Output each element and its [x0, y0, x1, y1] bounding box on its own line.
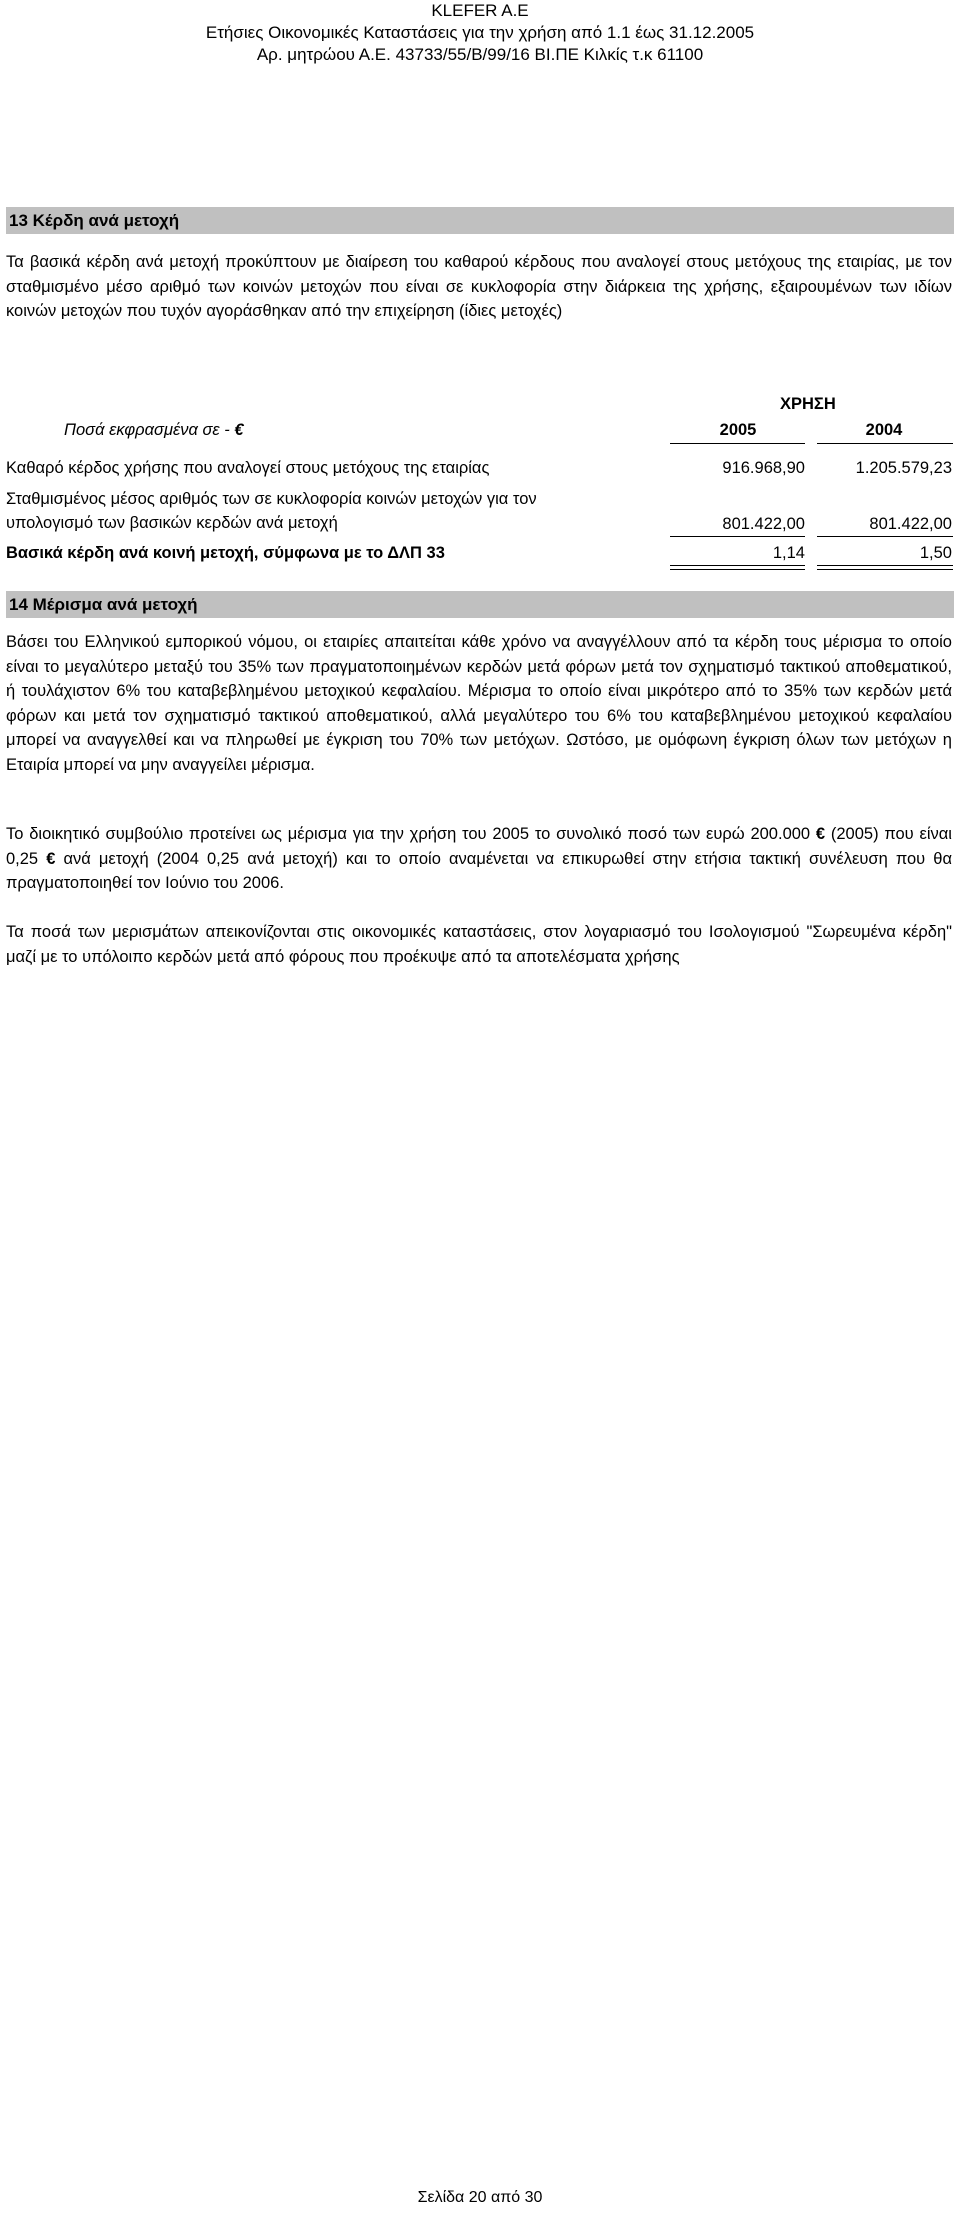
euro-symbol: € [815, 825, 826, 843]
dividend-per-share-text: (2005) που είναι 0,25 [6, 825, 952, 868]
dividend-presentation-paragraph: Τα ποσά των μερισμάτων απεικονίζονται στις οικονομικές καταστάσεις, στον λογαριασμό του Ισολογισμού "Σωρευμένα κέρδη" μαζί με το υπόλοιπο κερδών μετά από φόρους που προέκυψε από τα αποτελέσματα χρήσης [6, 923, 952, 966]
eps-double-rule-b-2004 [817, 569, 953, 570]
document-header [0, 0, 960, 66]
section-13-intro: Τα βασικά κέρδη ανά μετοχή προκύπτουν με διαίρεση του καθαρού κέρδους που αναλογεί στους μετόχους της εταιρίας, με τον σταθμισμένο μέσο αριθμό των κοινών μετοχών που είναι σε κυκλοφορία στην διάρκεια της χρήσης, εξαιρουμένων των ιδίων κοινών μετοχών που τυχόν αγοράσθηκαν από την επιχείρηση (ίδιες μετοχές) [6, 253, 952, 320]
eps-double-rule-a-2004 [817, 565, 953, 566]
shares-rule-2005 [670, 536, 805, 537]
header-rule-2004 [817, 443, 953, 444]
header-rule-2005 [670, 443, 805, 444]
row-net-profit-2005: 916.968,90 [722, 459, 805, 477]
euro-symbol: € [46, 849, 56, 868]
dividend-proposal-text: Το διοικητικό συμβούλιο προτείνει ως μέρισμα για την χρήση του 2005 το συνολικό ποσό των ευρώ 200.000 [6, 825, 811, 843]
company-name: KLEFER A.E [431, 1, 529, 20]
col-2004-header: 2004 [865, 421, 903, 439]
row-shares-label-line1: Σταθμισμένος μέσος αριθμός των σε κυκλοφορία κοινών μετοχών για τον [6, 490, 537, 508]
registry-number: Αρ. μητρώου Α.Ε. 43733/55/Β/99/16 ΒΙ.ΠΕ Κιλκίς τ.κ 61100 [256, 45, 704, 64]
row-shares-2005: 801.422,00 [722, 515, 805, 533]
amounts-note-text: Ποσά εκφρασμένα σε - [64, 421, 230, 439]
dividend-law-paragraph: Βάσει του Ελληνικού εμπορικού νόμου, οι εταιρίες απαιτείται κάθε χρόνο να αναγγέλλουν από τα κέρδη τους μέρισμα το οποίο είναι το μεγαλύτερο μεταξύ του 35% των πραγματοποιημένων κερδών μετά φόρων μετά τον σχηματισμό τακτικού αποθεματικού, ή τουλάχιστον 6% του καταβεβλημένου μετοχικού κεφαλαίου. Μέρισμα το οποίο είναι μικρότερο από το 35% των κερδών μετά φόρων και μετά τον σχηματισμό τακτικού αποθεματικού, αλλά μεγαλύτερο του 6% του καταβεβλημένου μετοχικού κεφαλαίου μπορεί να αναγγελθεί και να πληρωθεί με έγκριση του 70% των μετόχων. Ωστόσο, με ομόφωνη έγκριση όλων των μετόχων η Εταιρία μπορεί να μην αναγγείλει μέρισμα. [6, 633, 952, 774]
section-14-title: 14 Μέρισμα ανά μετοχή [6, 591, 954, 618]
section-13-title: 13 Κέρδη ανά μετοχή [6, 207, 954, 234]
row-shares-label-line2: υπολογισμό των βασικών κερδών ανά μετοχή [6, 514, 338, 532]
row-eps-label: Βασικά κέρδη ανά κοινή μετοχή, σύμφωνα με το ΔΛΠ 33 [6, 544, 445, 562]
row-eps-2005: 1,14 [772, 544, 805, 562]
page-number: Σελίδα 20 από 30 [417, 2189, 543, 2206]
row-shares-2004: 801.422,00 [869, 515, 952, 533]
period-header: ΧΡΗΣΗ [780, 395, 836, 413]
statements-title: Ετήσιες Οικονομικές Καταστάσεις για την χρήση από 1.1 έως 31.12.2005 [205, 23, 755, 42]
eps-double-rule-b-2005 [670, 569, 805, 570]
amounts-note [64, 420, 244, 440]
shares-rule-2004 [817, 536, 953, 537]
dividend-proposal-paragraph [6, 822, 952, 896]
col-2005-header: 2005 [719, 421, 757, 439]
eps-double-rule-a-2005 [670, 565, 805, 566]
dividend-approval-text: ανά μετοχή (2004 0,25 ανά μετοχή) και το οποίο αναμένεται να επικυρωθεί στην ετήσια τακτική συνέλευση που θα πραγματοποιηθεί τον Ιούνιο του 2006. [6, 849, 952, 892]
row-net-profit-label: Καθαρό κέρδος χρήσης που αναλογεί στους μετόχους της εταιρίας [6, 459, 490, 477]
row-eps-2004: 1,50 [919, 544, 952, 562]
euro-symbol: € [234, 421, 244, 439]
row-net-profit-2004: 1.205.579,23 [855, 459, 952, 477]
